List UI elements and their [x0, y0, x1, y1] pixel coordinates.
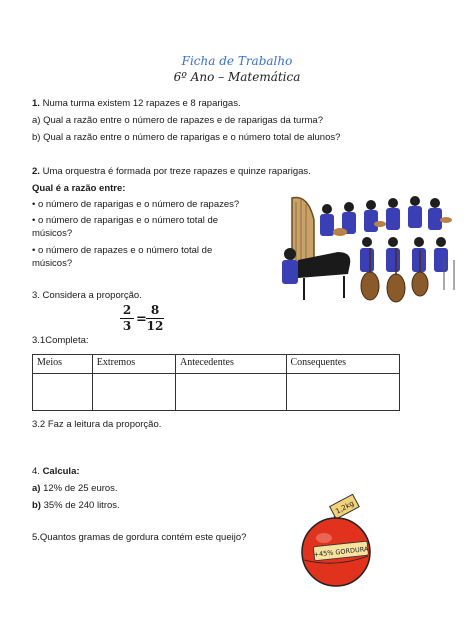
question-2-bullet-2-line-2: músicos?	[32, 228, 73, 239]
orchestra-illustration	[268, 190, 464, 308]
table-cell-consequentes[interactable]	[286, 374, 400, 411]
worksheet-subtitle: 6º Ano – Matemática	[173, 70, 301, 84]
fraction-2	[146, 304, 164, 333]
question-4b-text: 35% de 240 litros.	[40, 500, 120, 511]
question-1-text: Numa turma existem 12 rapazes e 8 raparigas.	[39, 98, 241, 109]
question-5: 5.Quantos gramas de gordura contém este queijo?	[32, 532, 247, 543]
fraction-1-denominator: 3	[122, 319, 132, 333]
question-1-number: 1.	[32, 98, 40, 109]
question-4a	[32, 483, 118, 495]
question-2-bullet-2-line-1: • o número de raparigas e o número total de	[32, 215, 219, 226]
question-4b-label: b)	[32, 500, 41, 511]
fraction-1-numerator: 2	[122, 303, 132, 317]
table-answer-row	[33, 374, 400, 411]
question-4-label: 4.	[32, 466, 43, 477]
cheese-fat-label: +45% GORDURA	[313, 545, 369, 559]
question-2-bullet-3-line-2: músicos?	[32, 258, 73, 269]
question-3: 3. Considera a proporção.	[32, 290, 142, 301]
question-2-number: 2.	[32, 166, 40, 177]
question-4-heading: Calcula:	[42, 466, 80, 477]
table-cell-meios[interactable]	[33, 374, 93, 411]
question-1b: b) Qual a razão entre o número de raparigas e o número total de alunos?	[32, 132, 341, 143]
proportion-equals: =	[136, 312, 147, 327]
question-2	[32, 166, 311, 178]
fraction-2-denominator: 12	[146, 319, 164, 333]
table-header-row	[33, 355, 400, 374]
proportion-table	[32, 354, 400, 411]
worksheet-title: Ficha de Trabalho	[181, 54, 293, 68]
question-2-heading: Qual é a razão entre:	[32, 183, 126, 194]
question-1a: a) Qual a razão entre o número de rapazes e de raparigas da turma?	[32, 115, 323, 126]
cheese-illustration	[296, 494, 380, 590]
question-2-bullet-1: • o número de raparigas e o número de rapazes?	[32, 199, 240, 210]
question-2-text: Uma orquestra é formada por treze rapazes e quinze raparigas.	[39, 166, 311, 177]
question-4	[32, 466, 80, 478]
question-4a-label: a)	[32, 483, 41, 494]
fraction-2-numerator: 8	[150, 303, 160, 317]
question-1	[32, 98, 241, 110]
table-header-extremos: Extremos	[92, 355, 175, 374]
table-cell-extremos[interactable]	[92, 374, 175, 411]
cheese-weight-tag: 1,2kg	[334, 499, 356, 516]
question-2-bullet-3-line-1: • o número de rapazes e o número total de	[32, 245, 213, 256]
table-header-meios: Meios	[33, 355, 93, 374]
table-header-antecedentes: Antecedentes	[175, 355, 286, 374]
table-cell-antecedentes[interactable]	[175, 374, 286, 411]
question-4b	[32, 500, 120, 512]
question-3-1: 3.1Completa:	[32, 335, 89, 346]
question-4a-text: 12% de 25 euros.	[40, 483, 118, 494]
question-3-2: 3.2 Faz a leitura da proporção.	[32, 419, 162, 430]
fraction-1	[120, 304, 134, 333]
table-header-consequentes: Consequentes	[286, 355, 400, 374]
